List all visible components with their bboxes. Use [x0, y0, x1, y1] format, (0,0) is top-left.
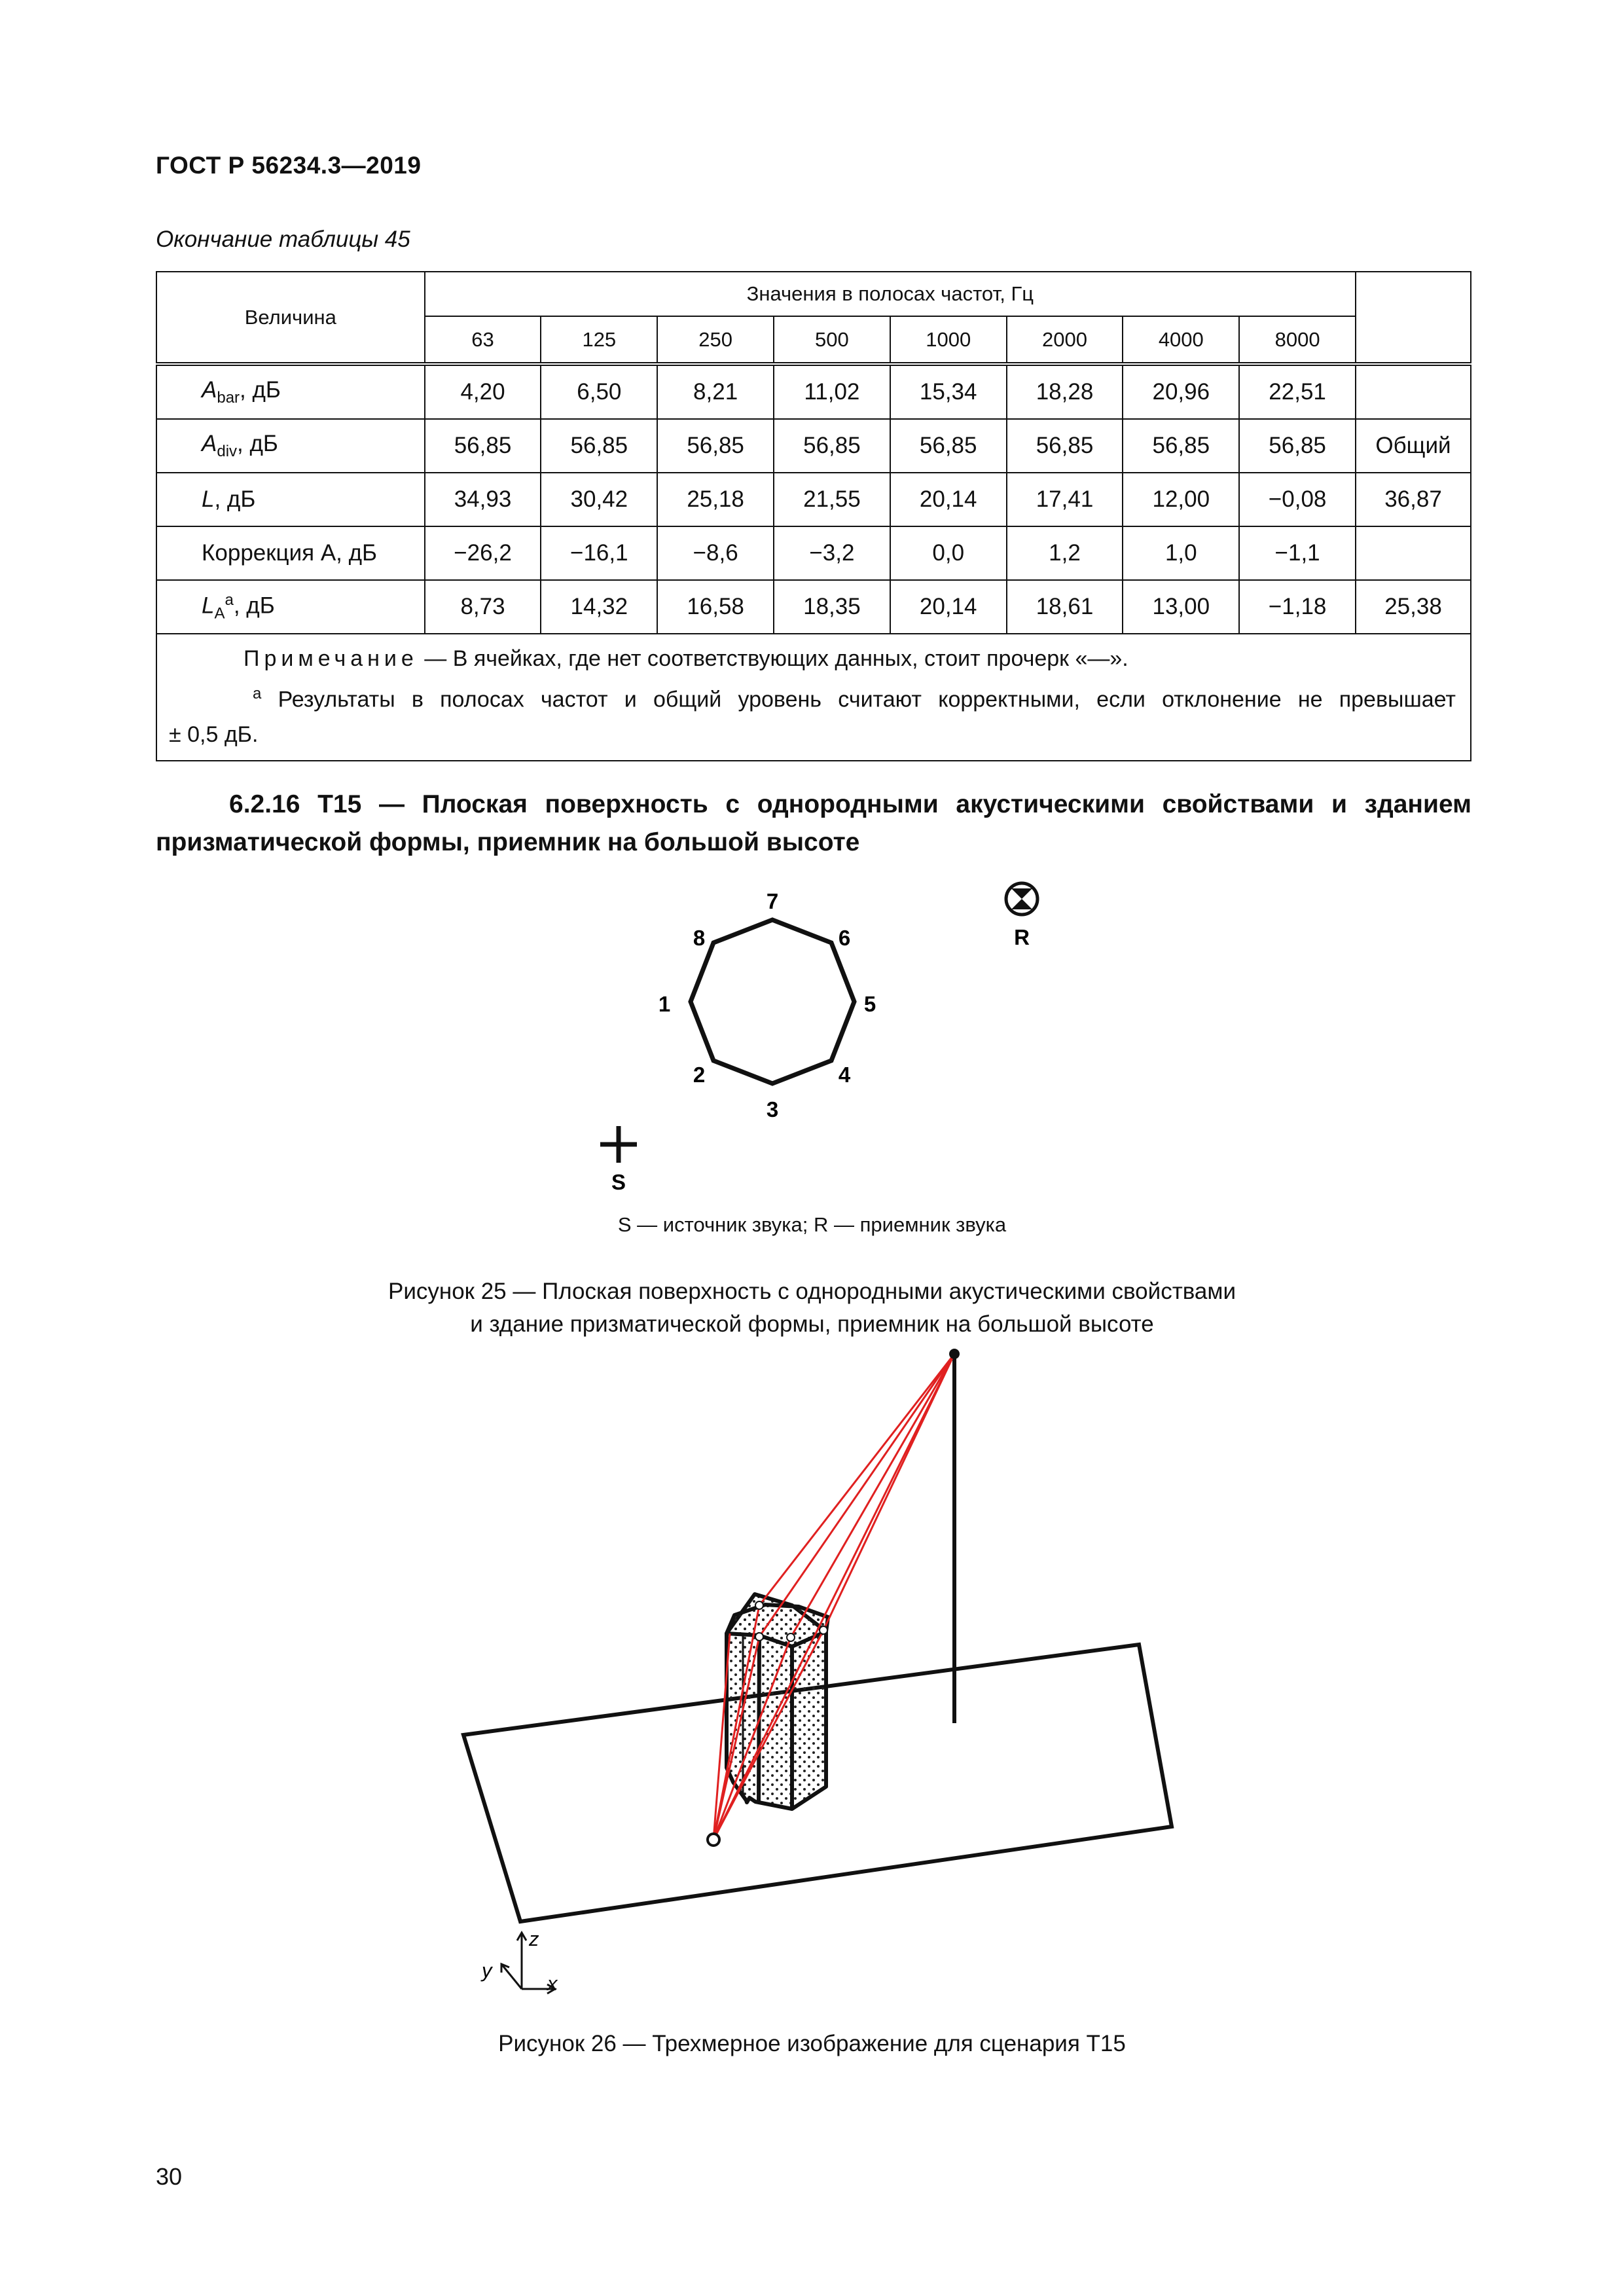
vertex-label: 8 — [693, 926, 706, 950]
value-cell: 20,96 — [1123, 364, 1239, 419]
total-cell: 25,38 — [1356, 580, 1471, 634]
value-cell: 56,85 — [1239, 419, 1356, 473]
total-cell — [1356, 526, 1471, 580]
value-cell: 4,20 — [425, 364, 541, 419]
figure-26-caption: Рисунок 26 — Трехмерное изображение для сценария T15 — [498, 2031, 1126, 2056]
value-cell: 17,41 — [1007, 473, 1123, 526]
receiver-label: R — [1014, 925, 1030, 949]
table-footnote-cont: ± 0,5 дБ. — [169, 722, 259, 748]
value-cell: 20,14 — [890, 580, 1007, 634]
value-cell: 34,93 — [425, 473, 541, 526]
receiver-icon — [1006, 883, 1038, 915]
vertex-label: 6 — [838, 926, 851, 950]
vertex-label: 4 — [838, 1063, 851, 1087]
table-row — [156, 580, 1471, 634]
value-cell: 8,21 — [657, 364, 774, 419]
value-cell: 21,55 — [774, 473, 890, 526]
value-cell: 16,58 — [657, 580, 774, 634]
source-point — [708, 1834, 719, 1846]
header-total — [1356, 272, 1471, 364]
table-footnote: $^a$ Результаты в полосах частот и общий уровень считают корректными, если отклонение не превышает — [253, 685, 1456, 712]
vertex-label: 3 — [766, 1097, 779, 1121]
value-cell: 18,28 — [1007, 364, 1123, 419]
value-cell: 14,32 — [541, 580, 657, 634]
value-cell: 30,42 — [541, 473, 657, 526]
axis-y-label: y — [482, 1959, 492, 1982]
page-number: 30 — [156, 2163, 183, 2190]
table-45 — [156, 271, 1471, 761]
table-row — [156, 526, 1471, 580]
value-cell: 12,00 — [1123, 473, 1239, 526]
value-cell: −26,2 — [425, 526, 541, 580]
freq-header: 1000 — [890, 316, 1007, 364]
value-cell: 13,00 — [1123, 580, 1239, 634]
value-cell: 22,51 — [1239, 364, 1356, 419]
document-id-header: ГОСТ Р 56234.3—2019 — [156, 152, 422, 179]
freq-header: 125 — [541, 316, 657, 364]
value-cell: 25,18 — [657, 473, 774, 526]
table-notes — [156, 634, 1471, 761]
value-cell: −1,1 — [1239, 526, 1356, 580]
value-cell: 15,34 — [890, 364, 1007, 419]
header-quantity: Величина — [156, 272, 425, 364]
vertex-label: 1 — [658, 992, 671, 1016]
octagonal-building-plan — [691, 920, 854, 1084]
figure-25-plan — [0, 871, 1624, 1211]
table-note: Примечание — В ячейках, где нет соответствующих данных, стоит прочерк «—». — [244, 646, 1128, 671]
quantity-cell: $A_{bar}$, дБ — [156, 364, 425, 419]
value-cell: 56,85 — [541, 419, 657, 473]
figure-25-legend: S — источник звука; R — приемник звука — [617, 1213, 1007, 1236]
freq-header: 63 — [425, 316, 541, 364]
reflection-rays — [713, 1354, 954, 1840]
total-cell: 36,87 — [1356, 473, 1471, 526]
value-cell: 1,0 — [1123, 526, 1239, 580]
value-cell: 8,73 — [425, 580, 541, 634]
figure-26-3d-view — [0, 1342, 1624, 1997]
value-cell: 56,85 — [425, 419, 541, 473]
value-cell: 18,35 — [774, 580, 890, 634]
total-cell — [1356, 364, 1471, 419]
table-row — [156, 473, 1471, 526]
value-cell: 56,85 — [657, 419, 774, 473]
value-cell: −1,18 — [1239, 580, 1356, 634]
table-row — [156, 364, 1471, 419]
source-label: S — [611, 1170, 626, 1194]
freq-header: 2000 — [1007, 316, 1123, 364]
axis-x-label-text: x — [547, 1972, 558, 1995]
value-cell: 56,85 — [1007, 419, 1123, 473]
value-cell: 11,02 — [774, 364, 890, 419]
vertex-label: 7 — [766, 889, 779, 913]
freq-header: 4000 — [1123, 316, 1239, 364]
value-cell: −0,08 — [1239, 473, 1356, 526]
value-cell: 56,85 — [774, 419, 890, 473]
axis-z-label: z — [529, 1927, 539, 1950]
section-heading: 6.2.16 T15 — Плоская поверхность с однородными акустическими свойствами и зданием призматической формы, приемник на большой высоте — [156, 790, 1471, 856]
quantity-cell: $A_{div}$, дБ — [156, 419, 425, 473]
table-continuation-label: Окончание таблицы 45 — [156, 227, 410, 252]
value-cell: 20,14 — [890, 473, 1007, 526]
vertex-label: 5 — [863, 992, 876, 1016]
value-cell: 0,0 — [890, 526, 1007, 580]
value-cell: 6,50 — [541, 364, 657, 419]
freq-header: 500 — [774, 316, 890, 364]
receiver-point — [949, 1349, 960, 1359]
header-frequency-bands: Значения в полосах частот, Гц — [425, 272, 1356, 316]
table-row — [156, 419, 1471, 473]
figure-25-caption: Рисунок 25 — Плоская поверхность с однородными акустическими свойствами и здание призматической формы, приемник на большой высоте — [388, 1279, 1236, 1337]
value-cell: 56,85 — [890, 419, 1007, 473]
value-cell: −3,2 — [774, 526, 890, 580]
source-icon — [600, 1126, 637, 1163]
vertex-label: 2 — [693, 1063, 706, 1087]
freq-header: 8000 — [1239, 316, 1356, 364]
quantity-cell: L, дБ — [156, 473, 425, 526]
value-cell: 1,2 — [1007, 526, 1123, 580]
prismatic-building — [727, 1594, 828, 1809]
value-cell: −8,6 — [657, 526, 774, 580]
value-cell: 18,61 — [1007, 580, 1123, 634]
value-cell: 56,85 — [1123, 419, 1239, 473]
quantity-cell: Коррекция A, дБ — [156, 526, 425, 580]
total-cell: Общий — [1356, 419, 1471, 473]
quantity-cell: $L_A^a$, дБ — [156, 580, 425, 634]
freq-header: 250 — [657, 316, 774, 364]
value-cell: −16,1 — [541, 526, 657, 580]
